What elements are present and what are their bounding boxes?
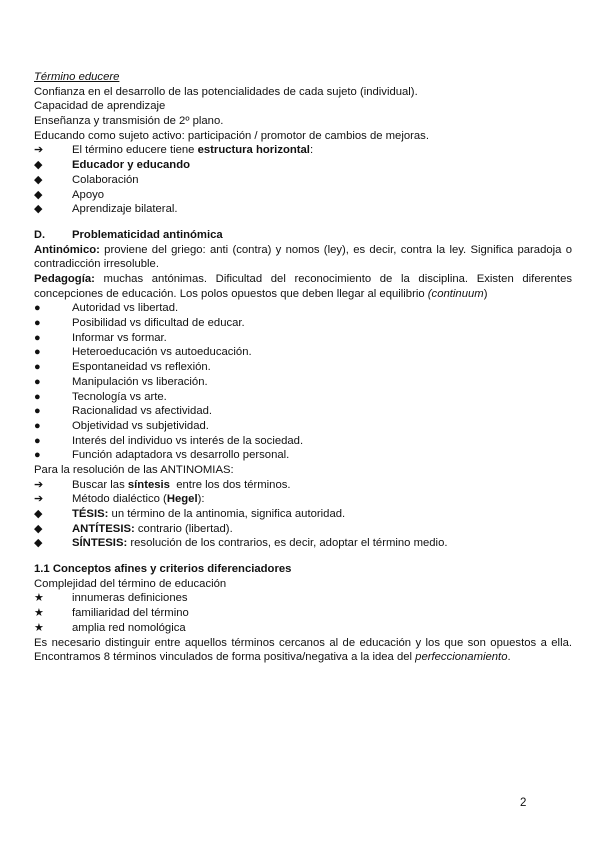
bullet-item xyxy=(34,375,572,390)
item-text: Aprendizaje bilateral. xyxy=(72,203,178,216)
diamond-icon: ◆ xyxy=(34,188,43,201)
item-text: amplia red nomológica xyxy=(72,621,186,634)
item-text: Heteroeducación vs autoeducación. xyxy=(72,346,252,359)
bullet-icon: ● xyxy=(34,302,41,315)
diamond-item xyxy=(34,158,572,173)
item-text: Colaboración xyxy=(72,173,139,186)
section-heading-d xyxy=(34,228,572,243)
item-text: contrario (libertad). xyxy=(134,522,233,535)
term-italic: (continuum xyxy=(427,287,484,300)
item-text: familiaridad del término xyxy=(72,607,189,620)
paragraph-italic: perfeccionamiento xyxy=(415,651,508,664)
star-icon: ★ xyxy=(34,592,44,605)
item-bold-text: Hegel xyxy=(166,493,198,506)
resolution-intro: Para la resolución de las ANTINOMIAS: xyxy=(34,463,234,476)
closing-paragraph xyxy=(34,636,572,665)
item-text: Manipulación vs liberación. xyxy=(72,375,208,388)
bullet-icon: ● xyxy=(34,361,41,374)
item-text: Informar vs formar. xyxy=(72,331,167,344)
term-label: Pedagogía: xyxy=(34,272,95,285)
bullet-icon: ● xyxy=(34,346,41,359)
star-icon: ★ xyxy=(34,607,44,620)
item-text: innumeras definiciones xyxy=(72,592,188,605)
diamond-icon: ◆ xyxy=(34,522,43,535)
paragraph-text: Es necesario distinguir entre aquellos términos cercanos al de educación y los que son opuestos a ella. Encontramos 8 términos vinculados de forma positiva/negativa a la idea del xyxy=(34,636,572,664)
text-line: Confianza en el desarrollo de las potencialidades de cada sujeto (individual). xyxy=(34,85,418,98)
text-line: Educando como sujeto activo: participación / promotor de cambios de mejoras. xyxy=(34,129,429,142)
item-text: Espontaneidad vs reflexión. xyxy=(72,361,211,374)
star-item xyxy=(34,606,572,621)
star-item xyxy=(34,621,572,636)
bullet-item xyxy=(34,419,572,434)
bullet-item xyxy=(34,434,572,449)
bullet-item xyxy=(34,404,572,419)
arrow-item xyxy=(34,492,572,507)
item-bold-text: SÍNTESIS: xyxy=(72,537,128,550)
diamond-item xyxy=(34,202,572,217)
bullet-item xyxy=(34,331,572,346)
item-text: entre los dos términos. xyxy=(169,478,291,491)
item-text: Objetividad vs subjetividad. xyxy=(72,419,209,432)
item-text: Función adaptadora vs desarrollo personal. xyxy=(72,449,290,462)
item-bold-text: estructura horizontal xyxy=(197,144,310,157)
term-label: Antinómico: xyxy=(34,243,100,256)
arrow-item xyxy=(34,478,572,493)
arrow-icon: ➔ xyxy=(34,493,44,506)
bullet-icon: ● xyxy=(34,405,41,418)
paragraph-pedagogia xyxy=(34,272,572,301)
diamond-item xyxy=(34,507,572,522)
text-line: Complejidad del término de educación xyxy=(34,577,227,590)
item-bold-text: síntesis xyxy=(127,478,170,491)
paragraph-text: . xyxy=(507,651,511,664)
bullet-icon: ● xyxy=(34,449,41,462)
item-text: Posibilidad vs dificultad de educar. xyxy=(72,317,245,330)
bullet-icon: ● xyxy=(34,419,41,432)
term-text: muchas antónimas. Dificultad del reconocimiento de la disciplina. Existen diferentes concepciones de educación. Los polos opuestos que deben llegar al equilibrio xyxy=(34,272,572,300)
item-text: Racionalidad vs afectividad. xyxy=(72,405,213,418)
item-text: Interés del individuo vs interés de la sociedad. xyxy=(72,434,304,447)
diamond-item xyxy=(34,173,572,188)
bullet-item xyxy=(34,301,572,316)
item-bold-text: ANTÍTESIS: xyxy=(72,522,135,535)
item-text: : xyxy=(309,144,314,157)
arrow-icon: ➔ xyxy=(34,144,44,157)
bullet-item xyxy=(34,360,572,375)
diamond-icon: ◆ xyxy=(34,173,43,186)
diamond-icon: ◆ xyxy=(34,508,43,520)
bullet-item xyxy=(34,345,572,360)
item-text: un término de la antinomia, significa autoridad. xyxy=(108,508,346,520)
term-text: proviene del griego: anti (contra) y nomos (ley), es decir, contra la ley. Significa paradoja o contradicción irresoluble. xyxy=(34,243,572,271)
item-text: Buscar las xyxy=(72,478,128,491)
item-text: Método dialéctico ( xyxy=(72,493,167,506)
bullet-item xyxy=(34,316,572,331)
item-text: ): xyxy=(197,493,205,506)
item-bold-text: TÉSIS: xyxy=(72,508,109,520)
item-text: resolución de los contrarios, es decir, adoptar el término medio. xyxy=(127,537,448,550)
bullet-icon: ● xyxy=(34,390,41,403)
bullet-icon: ● xyxy=(34,434,41,447)
arrow-icon: ➔ xyxy=(34,478,44,491)
item-text: El término educere tiene xyxy=(72,144,198,157)
section-heading-1-1: 1.1 Conceptos afines y criterios diferenciadores xyxy=(34,563,292,576)
section-letter: D. xyxy=(34,228,45,241)
paragraph-antinomico xyxy=(34,243,572,272)
item-text: Autoridad vs libertad. xyxy=(72,302,179,315)
arrow-item xyxy=(34,143,572,158)
diamond-item xyxy=(34,522,572,537)
star-item xyxy=(34,591,572,606)
diamond-item xyxy=(34,188,572,203)
diamond-item xyxy=(34,536,572,551)
star-icon: ★ xyxy=(34,621,44,634)
bullet-item xyxy=(34,448,572,463)
document-page xyxy=(34,70,572,665)
item-text: Educador y educando xyxy=(72,159,191,172)
diamond-icon: ◆ xyxy=(34,203,43,216)
bullet-icon: ● xyxy=(34,317,41,330)
diamond-icon: ◆ xyxy=(34,159,43,172)
text-line: Capacidad de aprendizaje xyxy=(34,100,166,113)
section-heading-termino-educere: Término educere xyxy=(34,71,120,83)
page-number: 2 xyxy=(520,797,527,809)
term-text: ) xyxy=(483,287,488,300)
diamond-icon: ◆ xyxy=(34,537,43,550)
item-text: Tecnología vs arte. xyxy=(72,390,167,403)
section-title: Problematicidad antinómica xyxy=(72,228,223,241)
bullet-icon: ● xyxy=(34,375,41,388)
bullet-icon: ● xyxy=(34,331,41,344)
item-text: Apoyo xyxy=(72,188,105,201)
bullet-item xyxy=(34,390,572,405)
text-line: Enseñanza y transmisión de 2º plano. xyxy=(34,115,224,128)
